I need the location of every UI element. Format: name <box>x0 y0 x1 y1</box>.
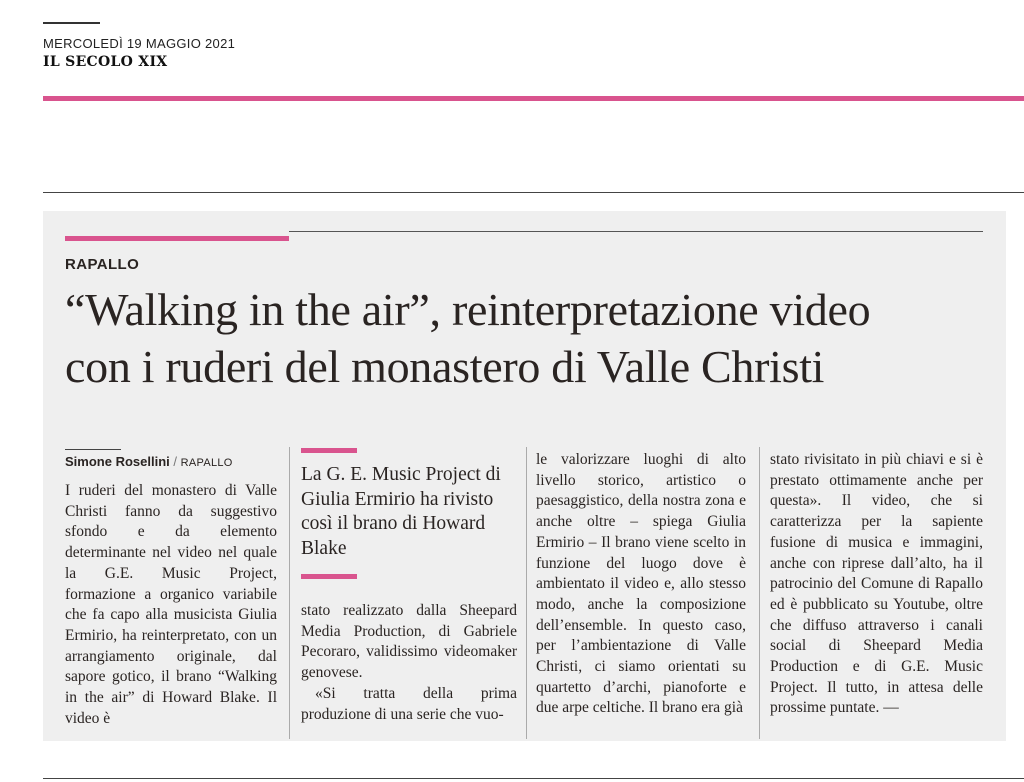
pullquote-accent-top <box>301 448 357 453</box>
article-accent-bar <box>65 236 289 241</box>
issue-date: MERCOLEDÌ 19 MAGGIO 2021 <box>43 36 236 51</box>
page-bottom-rule <box>43 778 1024 779</box>
byline-rule <box>65 449 121 450</box>
text-column-1 <box>65 481 277 729</box>
column-rule <box>759 447 760 739</box>
article-top-rule <box>289 231 983 232</box>
paragraph: stato realizzato dalla Sheepard Media Production, di Gabriele Pecoraro, validissimo videomaker genovese. <box>301 602 517 682</box>
text-column-4 <box>770 450 983 719</box>
article-headline <box>65 281 995 395</box>
paragraph: le valorizzare luoghi di alto livello storico, artistico o paesaggistico, della nostra zona e anche oltre – spiega Giulia Ermirio – Il brano viene scelto in funzione del luogo dove è ambientato il video e, allo stesso modo, anche la composizione dell’ensemble. In questo caso, per l’ambientazione di Valle Christi, ci siamo orientati su quartetto d’archi, pianoforte e due arpe celtiche. Il brano era già <box>536 451 746 717</box>
text-column-3 <box>536 450 746 719</box>
pullquote-accent-bottom <box>301 574 357 579</box>
top-rule <box>43 22 100 24</box>
paragraph: stato rivisitato in più chiavi e si è prestato ottimamente anche per questa». Il video, che si caratterizza per la sapiente fusione di musica e immagini, anche con riprese dall’alto, ha il patrocinio del Comune di Rapallo ed è pubblicato su Youtube, oltre che diffuso attraverso i canali social di Sheepard Media Production e di G.E. Music Project. Il tutto, in attesa delle prossime puntate. — <box>770 451 983 717</box>
author-name: Simone Rosellini <box>65 454 170 469</box>
pullquote: La G. E. Music Project di Giulia Ermirio ha rivisto così il brano di Howard Blake <box>301 464 501 559</box>
newspaper-name: IL SECOLO XIX <box>43 54 168 70</box>
text-column-2 <box>301 601 517 725</box>
paragraph: «Si tratta della prima produzione di una serie che vuo- <box>301 684 517 723</box>
byline <box>65 454 233 469</box>
byline-location: RAPALLO <box>180 457 233 469</box>
paragraph: I ruderi del monastero di Valle Christi fanno da suggestivo sfondo e da elemento determinante nel video nel quale la G.E. Music Project, formazione a organico variabile che fa capo alla musicista Giulia Ermirio, ha reinterpretato, con un arrangiamento originale, dal sapore gotico, il brano “Walking in the air” di Howard Blake. Il video è <box>65 482 277 727</box>
headline-line-1: “Walking in the air”, reinterpretazione video <box>65 284 871 335</box>
headline-line-2: con i ruderi del monastero di Valle Christi <box>65 341 825 392</box>
header-accent-band <box>43 96 1024 101</box>
byline-separator: / <box>173 454 177 469</box>
column-rule <box>526 447 527 739</box>
article-panel <box>43 211 1006 741</box>
section-divider <box>43 192 1024 193</box>
column-rule <box>289 447 290 739</box>
article-kicker: RAPALLO <box>65 256 140 273</box>
